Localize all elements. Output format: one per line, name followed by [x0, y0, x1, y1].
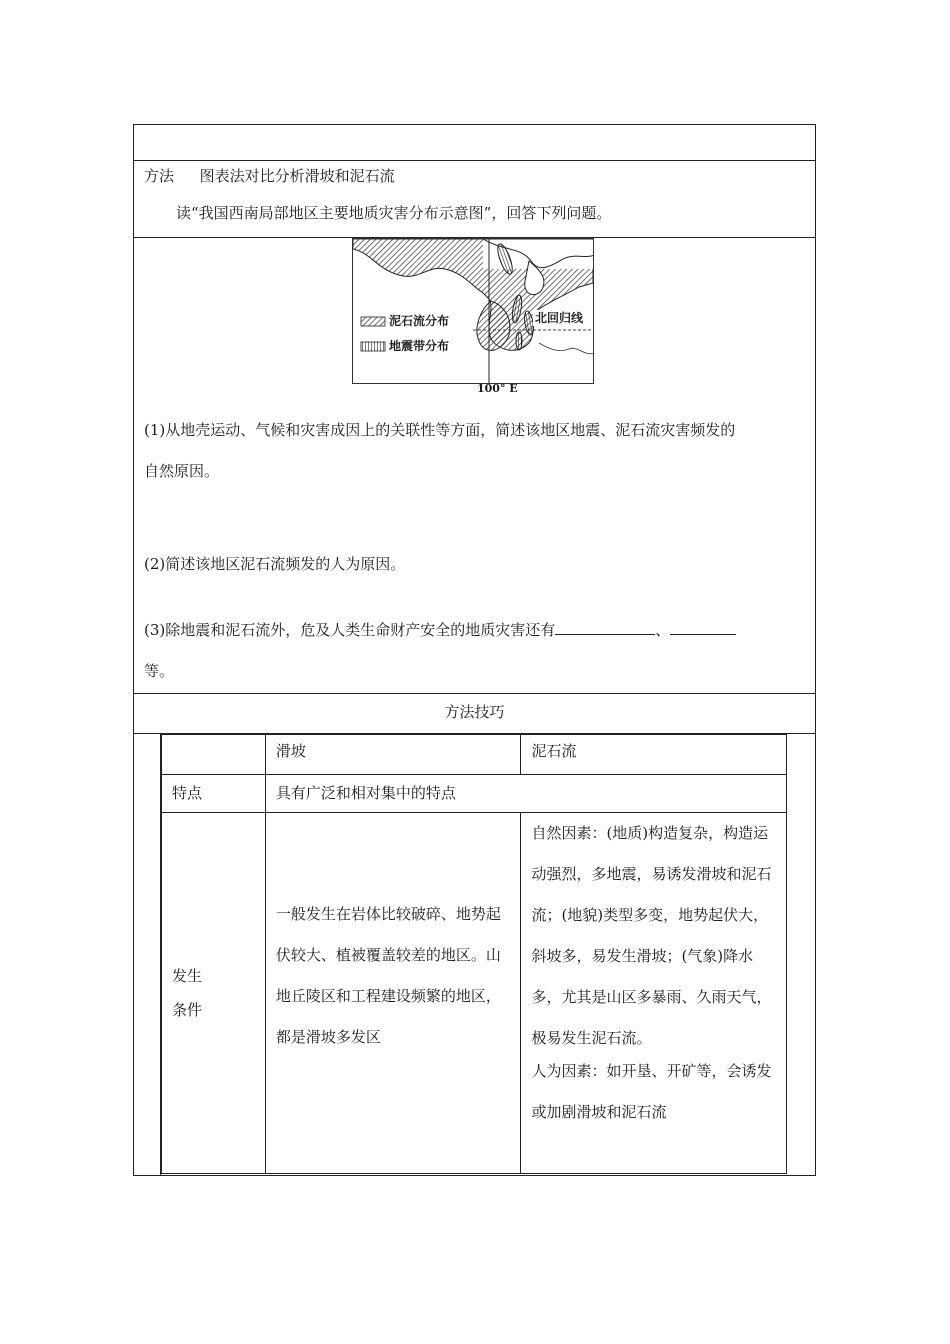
- legend-debris-swatch: [361, 317, 385, 326]
- table-row: [162, 775, 787, 813]
- skills-title: 方法技巧: [444, 703, 505, 721]
- method-label: 方法: [144, 167, 175, 185]
- condition-label-1: 发生: [172, 967, 203, 985]
- feature-value-cell: [265, 775, 786, 813]
- debris-natural: 自然因素：(地质)构造复杂，构造运动强烈，多地震，易诱发滑坡和泥石流；(地貌)类型多变，地势起伏大，斜坡多，易发生滑坡；(气象)降水多，尤其是山区多暴雨、久雨天气，极易发生泥石流。: [531, 824, 772, 1047]
- question-1-cont: 自然原因。: [144, 462, 220, 480]
- table-corner-cell: [162, 735, 266, 775]
- tropic-label: 北回归线: [535, 311, 584, 325]
- debris-condition-cell: [521, 813, 787, 1174]
- method-heading: [144, 166, 395, 186]
- question-3-cont: 等。: [144, 662, 175, 680]
- answer-blank-2[interactable]: [670, 620, 736, 635]
- question-3-sep: 、: [655, 621, 671, 639]
- table-row: [162, 813, 787, 1174]
- method-intro: 读“我国西南局部地区主要地质灾害分布示意图”，回答下列问题。: [176, 204, 612, 222]
- question-2: (2)简述该地区泥石流频发的人为原因。: [144, 555, 406, 573]
- table-side-margin: [133, 734, 161, 1176]
- feature-value: 具有广泛和相对集中的特点: [275, 784, 456, 802]
- header-debris-text: 泥石流: [531, 742, 577, 760]
- debris-human: 人为因素：如开垦、开矿等，会诱发或加剧滑坡和泥石流: [531, 1062, 772, 1121]
- header-debris: [521, 735, 787, 775]
- feature-label: 特点: [172, 784, 203, 802]
- legend-debris-label: 泥石流分布: [389, 314, 450, 328]
- condition-label-2: 条件: [172, 1001, 203, 1019]
- feature-label-cell: [162, 775, 266, 813]
- header-landslide-text: 滑坡: [275, 742, 306, 760]
- table-header-row: [162, 735, 787, 775]
- quake-belt: [516, 332, 522, 350]
- landslide-condition-cell: [265, 813, 521, 1174]
- divider: [133, 693, 816, 694]
- geology-map: [352, 238, 594, 384]
- question-3: [144, 620, 736, 640]
- question-1: (1)从地壳运动、气候和灾害成因上的关联性等方面，简述该地区地震、泥石流灾害频发的: [144, 421, 736, 439]
- answer-blank-1[interactable]: [555, 620, 655, 635]
- longitude-label: 100° E: [477, 382, 518, 395]
- method-title: 图表法对比分析滑坡和泥石流: [199, 167, 395, 185]
- condition-label-cell: [162, 813, 266, 1174]
- legend-quake-swatch: [361, 342, 385, 351]
- divider: [133, 160, 816, 161]
- header-landslide: [265, 735, 521, 775]
- legend-quake-label: 地震带分布: [389, 339, 450, 353]
- comparison-table: [161, 734, 787, 1174]
- question-3-text: (3)除地震和泥石流外，危及人类生命财产安全的地质灾害还有: [144, 621, 556, 639]
- landslide-condition: 一般发生在岩体比较破碎、地势起伏较大、植被覆盖较差的地区。山地丘陵区和工程建设频繁的地区，都是滑坡多发区: [275, 905, 501, 1046]
